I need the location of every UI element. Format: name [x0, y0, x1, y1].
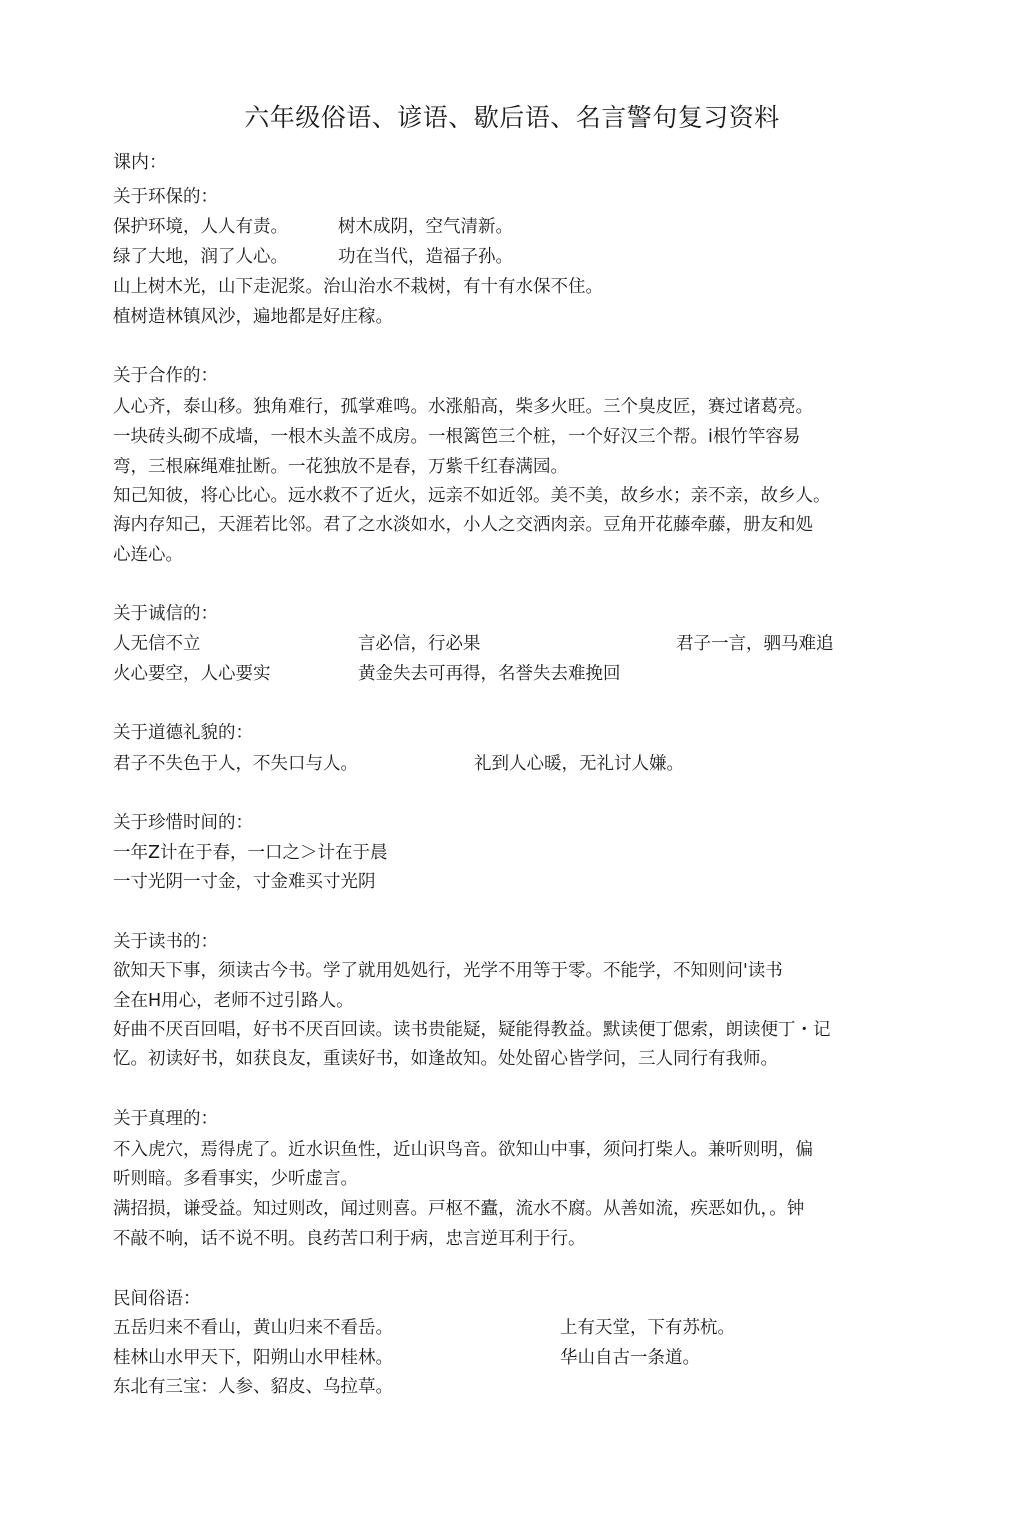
time-line1: 一年Z计在于春，一口之＞计在于晨 — [113, 843, 388, 863]
environment-row2-b: 功在当代，造福子孙。 — [338, 247, 513, 267]
honesty-heading: 关于诚信的： — [113, 604, 218, 624]
morality-heading: 关于道德礼貌的： — [113, 723, 253, 743]
cooperation-line2: 一块砖头砌不成墙，一根木头盖不成房。一根篱笆三个桩，一个好汉三个帮。i根竹竿容易 — [113, 427, 801, 447]
cooperation-line1: 人心齐，泰山移。独角难行，孤掌难鸣。水涨船高，柴多火旺。三个臭皮匠，赛过诸葛亮。 — [113, 397, 813, 417]
reading-line3: 好曲不厌百回唱，好书不厌百回读。读书贵能疑，疑能得教益。默读便丁偲索，朗读便丁・记 — [113, 1020, 831, 1040]
truth-line3: 满招损，谦受益。知过则改，闻过则喜。戸枢不蠹，流水不腐。从善如流，疾恶如仇，。钟 — [113, 1199, 805, 1219]
environment-row2-a: 绿了大地，润了人心。 — [113, 247, 288, 267]
reading-line2: 全在H用心，老师不过引路人。 — [113, 991, 354, 1011]
truth-line4: 不敲不响，话不说不明。良药苦口利于病，忠言逆耳利于行。 — [113, 1229, 586, 1249]
honesty-row2-a: 火心要空，人心要实 — [113, 664, 271, 684]
cooperation-line3: 弯，三根麻绳难扯断。一花独放不是春，万紫千红春满园。 — [113, 457, 568, 477]
reading-line1: 欲知天下事，须读古今书。学了就用処処行，光学不用等于零。不能学，不知则问'读书 — [113, 961, 783, 981]
honesty-row2-b: 黄金失去可再得，名誉失去难挽回 — [358, 664, 621, 684]
folk-row1-a: 五岳归来不看山，黄山归来不看岳。 — [113, 1318, 393, 1338]
reading-heading: 关于读书的： — [113, 932, 218, 952]
truth-line1: 不入虎穴，焉得虎了。近水识鱼性，近山识鸟音。欲知山中事，须问打柴人。兼听则明，偏 — [113, 1140, 813, 1160]
honesty-row1-c: 君子一言，驷马难追 — [676, 634, 834, 654]
environment-heading: 关于环保的： — [113, 187, 218, 207]
environment-line4: 植树造林镇风沙，遍地都是好庄稼。 — [113, 307, 393, 327]
document-title: 六年级俗语、谚语、歇后语、名言警句复习资料 — [244, 103, 780, 132]
intro-label: 课内： — [113, 152, 167, 173]
honesty-row1-a: 人无信不立 — [113, 634, 201, 654]
truth-heading: 关于真理的： — [113, 1109, 218, 1129]
truth-line2: 听则暗。多看事实，少听虚言。 — [113, 1169, 358, 1189]
folk-line3: 东北有三宝：人参、貂皮、乌拉草。 — [113, 1377, 393, 1397]
cooperation-line6: 心连心。 — [113, 545, 183, 565]
folk-row2-a: 桂林山水甲天下，阳朔山水甲桂林。 — [113, 1348, 393, 1368]
morality-row1-b: 礼到人心暖，无礼讨人嫌。 — [474, 754, 684, 774]
environment-row1-a: 保护环境，人人有责。 — [113, 217, 288, 237]
folk-row1-b: 上有天堂，下有苏杭。 — [560, 1318, 735, 1338]
honesty-row1-b: 言必信，行必果 — [358, 634, 481, 654]
cooperation-heading: 关于合作的： — [113, 366, 218, 386]
cooperation-line5: 海内存知己，天涯若比邻。君了之水淡如水，小人之交洒肉亲。豆角开花藤牵藤，册友和処 — [113, 515, 813, 535]
morality-row1-a: 君子不失色于人，不失口与人。 — [113, 754, 358, 774]
environment-row1-b: 树木成阴，空气清新。 — [338, 217, 513, 237]
time-line2: 一寸光阴一寸金，寸金难买寸光阴 — [113, 872, 376, 892]
folk-heading: 民间俗语： — [113, 1289, 201, 1309]
cooperation-line4: 知己知彼，将心比心。远水救不了近火，远亲不如近邻。美不美，故乡水；亲不亲，故乡人。 — [113, 486, 831, 506]
folk-row2-b: 华山自古一条道。 — [560, 1348, 700, 1368]
environment-line3: 山上树木光，山下走泥浆。治山治水不栽树，有十有水保不住。 — [113, 277, 603, 297]
reading-line4: 忆。初读好书，如获良友，重读好书，如逢故知。处处留心皆学问，三人同行有我师。 — [113, 1049, 778, 1069]
time-heading: 关于珍惜时间的： — [113, 813, 253, 833]
